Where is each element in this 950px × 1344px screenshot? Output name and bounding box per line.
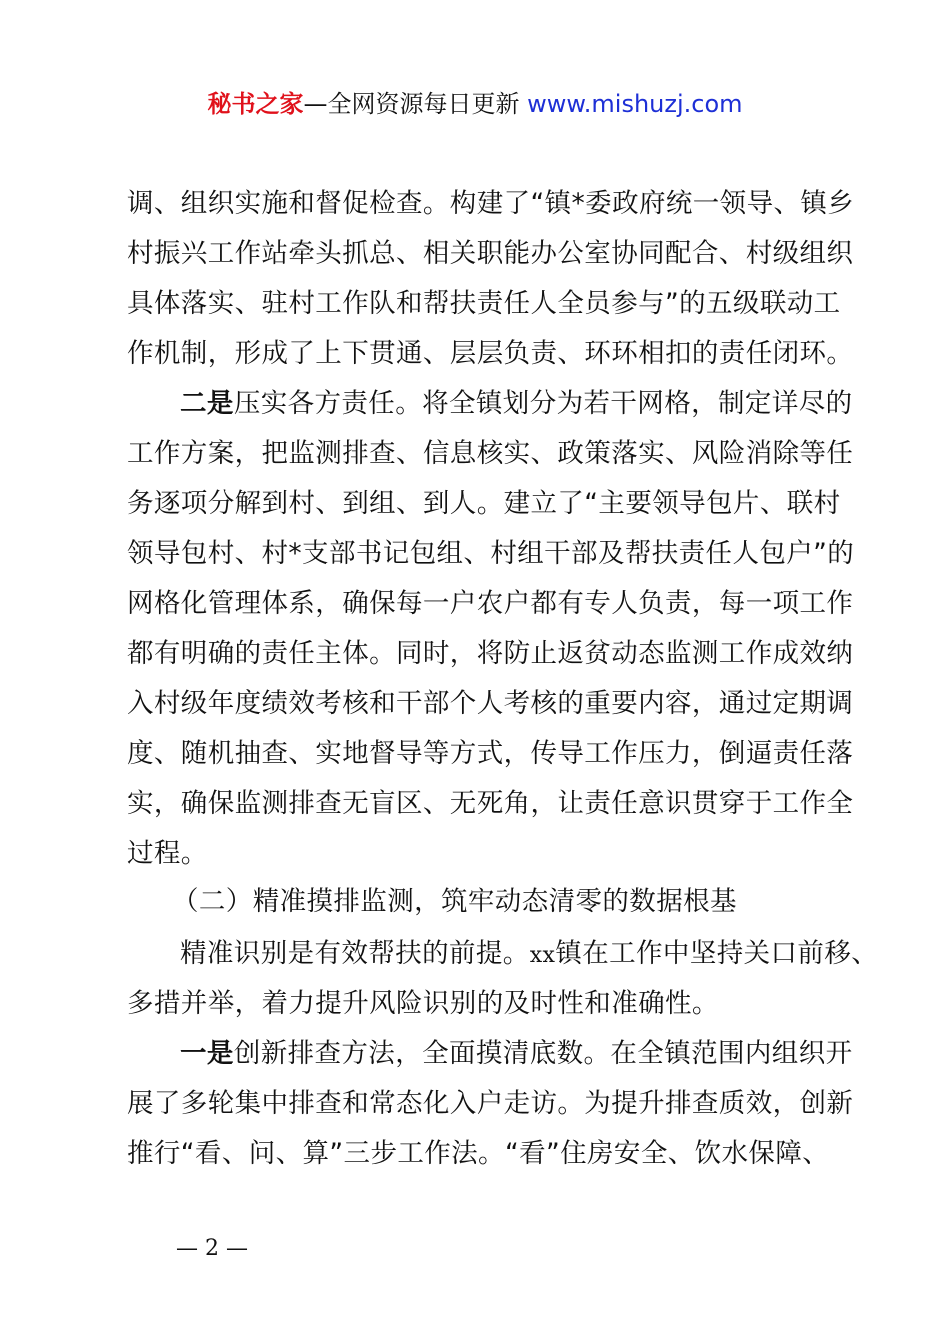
paragraph-text: 镇在工作中坚持关口前移、 (555, 938, 879, 969)
paragraph-line: 作机制，形成了上下贯通、层层负责、环环相扣的责任闭环。 (127, 338, 854, 369)
paragraph-line: 展了多轮集中排查和常态化入户走访。为提升排查质效，创新 (127, 1088, 854, 1119)
paragraph-line: 务逐项分解到村、到组、到人。建立了“主要领导包片、联村 (127, 488, 841, 519)
paragraph-line (0, 1036, 950, 1072)
page-number: — 2 — (176, 1236, 248, 1261)
brand-name: 秘书之家 (207, 90, 304, 118)
paragraph-line: 村振兴工作站牵头抓总、相关职能办公室协同配合、村级组织 (127, 238, 854, 269)
paragraph-line: 入村级年度绩效考核和干部个人考核的重要内容，通过定期调 (127, 688, 854, 719)
section-heading: （二）精准摸排监测，筑牢动态清零的数据根基 (172, 886, 737, 917)
paragraph-line: 都有明确的责任主体。同时，将防止返贫动态监测工作成效纳 (127, 638, 854, 669)
site-url-link[interactable]: www.mishuzj.com (527, 90, 743, 118)
site-header (0, 88, 950, 120)
paragraph-line: 推行“看、问、算”三步工作法。“看”住房安全、饮水保障、 (127, 1138, 830, 1169)
paragraph-line (0, 386, 950, 422)
emphasis-label: 一是 (180, 1038, 234, 1069)
paragraph-line: 多措并举，着力提升风险识别的及时性和准确性。 (127, 988, 719, 1019)
paragraph-line: 网格化管理体系，确保每一户农户都有专人负责，每一项工作 (127, 588, 854, 619)
paragraph-line: 过程。 (127, 838, 208, 869)
paragraph-line: 度、随机抽查、实地督导等方式，传导工作压力，倒逼责任落 (127, 738, 854, 769)
paragraph-text: 创新排查方法，全面摸清底数。在全镇范围内组织开 (233, 1038, 853, 1069)
header-tagline: —全网资源每日更新 (303, 90, 528, 118)
paragraph-line: 具体落实、驻村工作队和帮扶责任人全员参与”的五级联动工 (127, 288, 841, 319)
paragraph-line: 实，确保监测排查无盲区、无死角，让责任意识贯穿于工作全 (127, 788, 854, 819)
paragraph-line: 调、组织实施和督促检查。构建了“镇*委政府统一领导、镇乡 (127, 188, 855, 219)
emphasis-label: 二是 (180, 388, 234, 419)
paragraph-line: 领导包村、村*支部书记包组、村组干部及帮扶责任人包户”的 (127, 538, 855, 569)
paragraph-text: 压实各方责任。将全镇划分为若干网格，制定详尽的 (233, 388, 853, 419)
paragraph-text: 精准识别是有效帮扶的前提。 (180, 938, 530, 969)
paragraph-line: 工作方案，把监测排查、信息核实、政策落实、风险消除等任 (127, 438, 854, 469)
paragraph-line (0, 936, 950, 974)
placeholder-text: xx (529, 943, 556, 968)
